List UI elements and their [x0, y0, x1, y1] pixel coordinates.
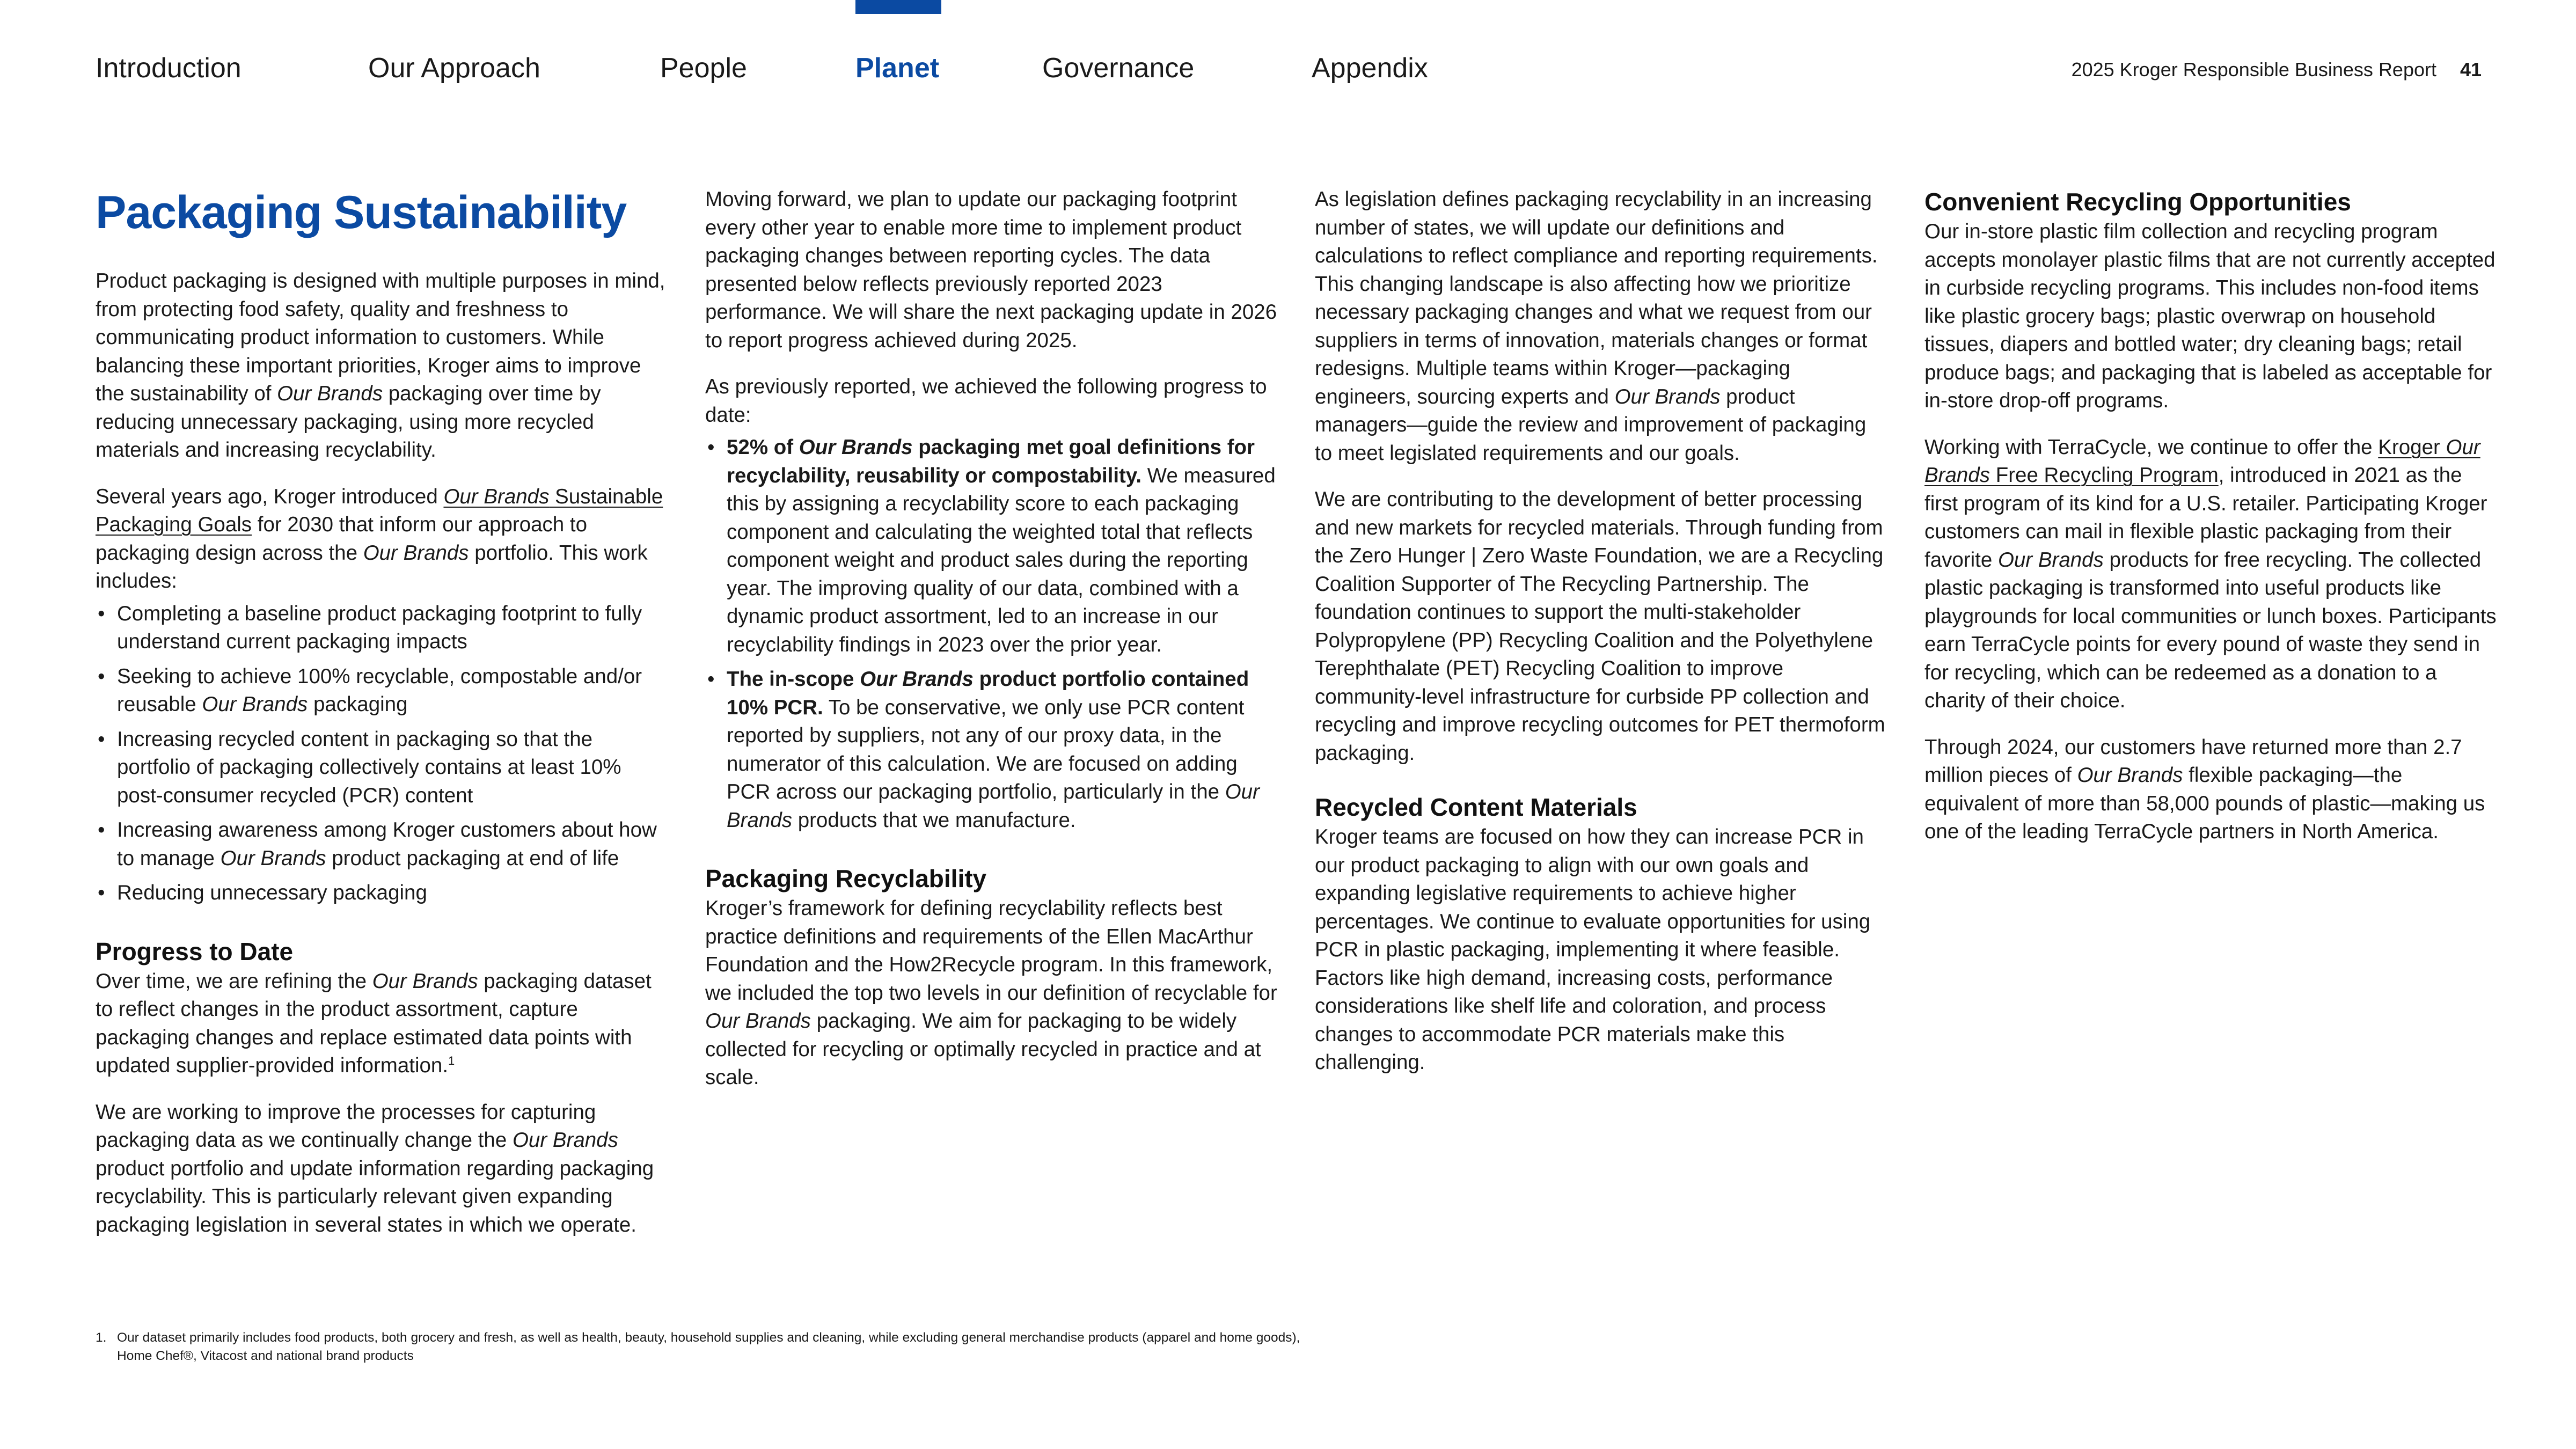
film-collection-paragraph: Our in-store plastic film collection and recycling program accepts monolayer plastic films that are not currently accepted in curbside recycling programs. This includes non-food items like plastic grocery bags; plastic overwrap on household tissues, diapers and bottled water; dry cleaning bags; retail produce bags; and packaging that is labeled as acceptable for in-store drop-off programs. — [1924, 220, 2496, 412]
footprint-paragraph: Moving forward, we plan to update our packaging footprint every other year to enable more time to implement product packaging changes between reporting cycles. The data presented below reflects previously reported 2023 performance. We will share the next packaging update in 2026 to report progress achieved during 2025. — [705, 188, 1277, 352]
recycled-content-heading: Recycled Content Materials — [1315, 793, 1637, 821]
terracycle-paragraph: Working with TerraCycle, we continue to offer the Kroger Our Brands Free Recycling Program, introduced in 2021 as the first program of its kind for a U.S. retailer. Participating Kroger customers can mail in flexible plastic packaging from their favorite Our Brands products for free recycling. The collected plastic packaging is transformed into useful products like playgrounds for local communities or lunch boxes. Participants earn TerraCycle points for every pound of waste they send in for recycling, which can be redeemed as a donation to a charity of their choice. — [1924, 435, 2497, 712]
legislation-paragraph: As legislation defines packaging recyclability in an increasing number of states, we will update our definitions and calculations to reflect compliance and reporting requirements. This changing landscape is also affecting how we prioritize necessary packaging changes and what we request from our suppliers in terms of innovation, materials changes or format redesigns. Multiple teams within Kroger—packaging engineers, sourcing experts and Our Brands product managers—guide the review and improvement of packaging to meet legislated requirements and our goals. — [1315, 188, 1878, 465]
recyclability-heading: Packaging Recyclability — [705, 865, 987, 892]
section-nav — [96, 49, 1706, 87]
progress-paragraph-1: Over time, we are refining the Our Brands packaging dataset to reflect changes in the product assortment, capture packaging changes and replace estimated data points with updated supplier-provided information.$^1$ — [96, 969, 652, 1077]
goals-list — [96, 600, 670, 908]
column-3 — [1315, 186, 1889, 1095]
progress-intro-paragraph: As previously reported, we achieved the following progress to date: — [705, 375, 1267, 427]
recycled-content-paragraph: Kroger teams are focused on how they can increase PCR in our product packaging to align with our own goals and expanding legislative requirements to achieve higher percentages. We continue to evaluate opportunities for using PCR in plastic packaging, implementing it where feasible. Factors like high demand, increasing costs, performance considerations like shelf life and coloration, and process changes to accommodate PCR materials make this challenging. — [1315, 825, 1871, 1074]
list-item: • The in-scope Our Brands product portfolio contained 10% PCR. To be conservative, we only use PCR content reported by suppliers, not any of our proxy data, in the numerator of this calculation. We are focused on adding PCR across our packaging portfolio, particularly in the Our Brands products that we manufacture. — [705, 665, 1279, 835]
tab-people[interactable]: People — [660, 53, 747, 84]
list-item: • Seeking to achieve 100% recyclable, compostable and/or reusable Our Brands packaging — [96, 663, 670, 719]
intro-paragraph: Product packaging is designed with multiple purposes in mind, from protecting food safety, quality and freshness to communicating product information to customers. While balancing these important priorities, Kroger aims to improve the sustainability of Our Brands packaging over time by reducing unnecessary packaging, using more recycled materials and increasing recyclability. — [96, 269, 665, 462]
footnote-number: 1. — [96, 1330, 107, 1345]
column-2 — [705, 186, 1279, 1110]
recycling-partnership-paragraph: We are contributing to the development of better processing and new markets for recycled materials. Through funding from the Zero Hunger | Zero Waste Foundation, we are a Recycling Coalition Supporter of The Recycling Partnership. The foundation continues to support the multi-stakeholder Polypropylene (PP) Recycling Coalition and the Polyethylene Terephthalate (PET) Recycling Coalition to improve community-level infrastructure for curbside PP collection and recycling and improve recycling outcomes for PET thermoform packaging. — [1315, 488, 1885, 765]
column-1 — [96, 186, 670, 1257]
tab-introduction[interactable]: Introduction — [96, 53, 241, 84]
recyclability-paragraph: Kroger’s framework for defining recyclability reflects best practice definitions and requirements of the Ellen MacArthur Foundation and the How2Recycle program. In this framework, we included the top two levels in our definition of recyclable for Our Brands packaging. We aim for packaging to be widely collected for recycling or optimally recycled in practice and at scale. — [705, 897, 1277, 1089]
page-number: 41 — [2460, 58, 2482, 80]
tab-planet[interactable]: Planet — [855, 53, 940, 84]
list-item: • Increasing awareness among Kroger customers about how to manage Our Brands product packaging at end of life — [96, 816, 670, 873]
progress-heading: Progress to Date — [96, 937, 294, 965]
goals-paragraph: Several years ago, Kroger introduced Our Brands Sustainable Packaging Goals for 2030 that inform our approach to packaging design across the Our Brands portfolio. This work includes: — [96, 485, 663, 592]
list-item: • Reducing unnecessary packaging — [96, 879, 670, 908]
progress-paragraph-2: We are working to improve the processes for capturing packaging data as we continually change the Our Brands product portfolio and update information regarding packaging recyclability. This is particularly relevant given expanding packaging legislation in several states in which we operate. — [96, 1100, 654, 1236]
list-item: • Increasing recycled content in packaging so that the portfolio of packaging collectively contains at least 10% post-consumer recycled (PCR) content — [96, 726, 670, 810]
tab-our-approach[interactable]: Our Approach — [368, 53, 540, 84]
column-4 — [1924, 186, 2499, 865]
free-recycling-program-link[interactable]: Kroger Our Brands Free Recycling Program — [1924, 435, 2480, 487]
returns-paragraph: Through 2024, our customers have returned more than 2.7 million pieces of Our Brands flexible packaging—the equivalent of more than 58,000 pounds of plastic—making us one of the leading TerraCycle partners in North America. — [1924, 735, 2485, 843]
tab-appendix[interactable]: Appendix — [1312, 53, 1428, 84]
list-item: • Completing a baseline product packaging footprint to fully understand current packaging impacts — [96, 600, 670, 656]
report-title: 2025 Kroger Responsible Business Report — [2071, 58, 2436, 80]
footnote-text: Our dataset primarily includes food products, both grocery and fresh, as well as health, beauty, household supplies and cleaning, while excluding general merchandise products (apparel and home goods), Home Chef®, Vitacost and national brand products — [117, 1330, 1300, 1363]
list-item: • 52% of Our Brands packaging met goal definitions for recyclability, reusability or compostability. We measured this by assigning a recyclability score to each packaging component and calculating the weighted total that reflects component weight and product sales during the reporting year. The improving quality of our data, combined with a dynamic product assortment, led to an increase in our recyclability findings in 2023 over the prior year. — [705, 434, 1279, 659]
page-title: Packaging Sustainability — [96, 187, 627, 238]
recycling-opportunities-heading: Convenient Recycling Opportunities — [1924, 188, 2351, 216]
footnote-ref[interactable]: 1 — [448, 1054, 455, 1068]
sustainable-packaging-goals-link[interactable]: Our Brands Sustainable Packaging Goals — [96, 485, 663, 536]
progress-list — [705, 434, 1279, 835]
active-tab-indicator — [855, 0, 941, 14]
tab-governance[interactable]: Governance — [1042, 53, 1195, 84]
footnote — [96, 1329, 1330, 1365]
